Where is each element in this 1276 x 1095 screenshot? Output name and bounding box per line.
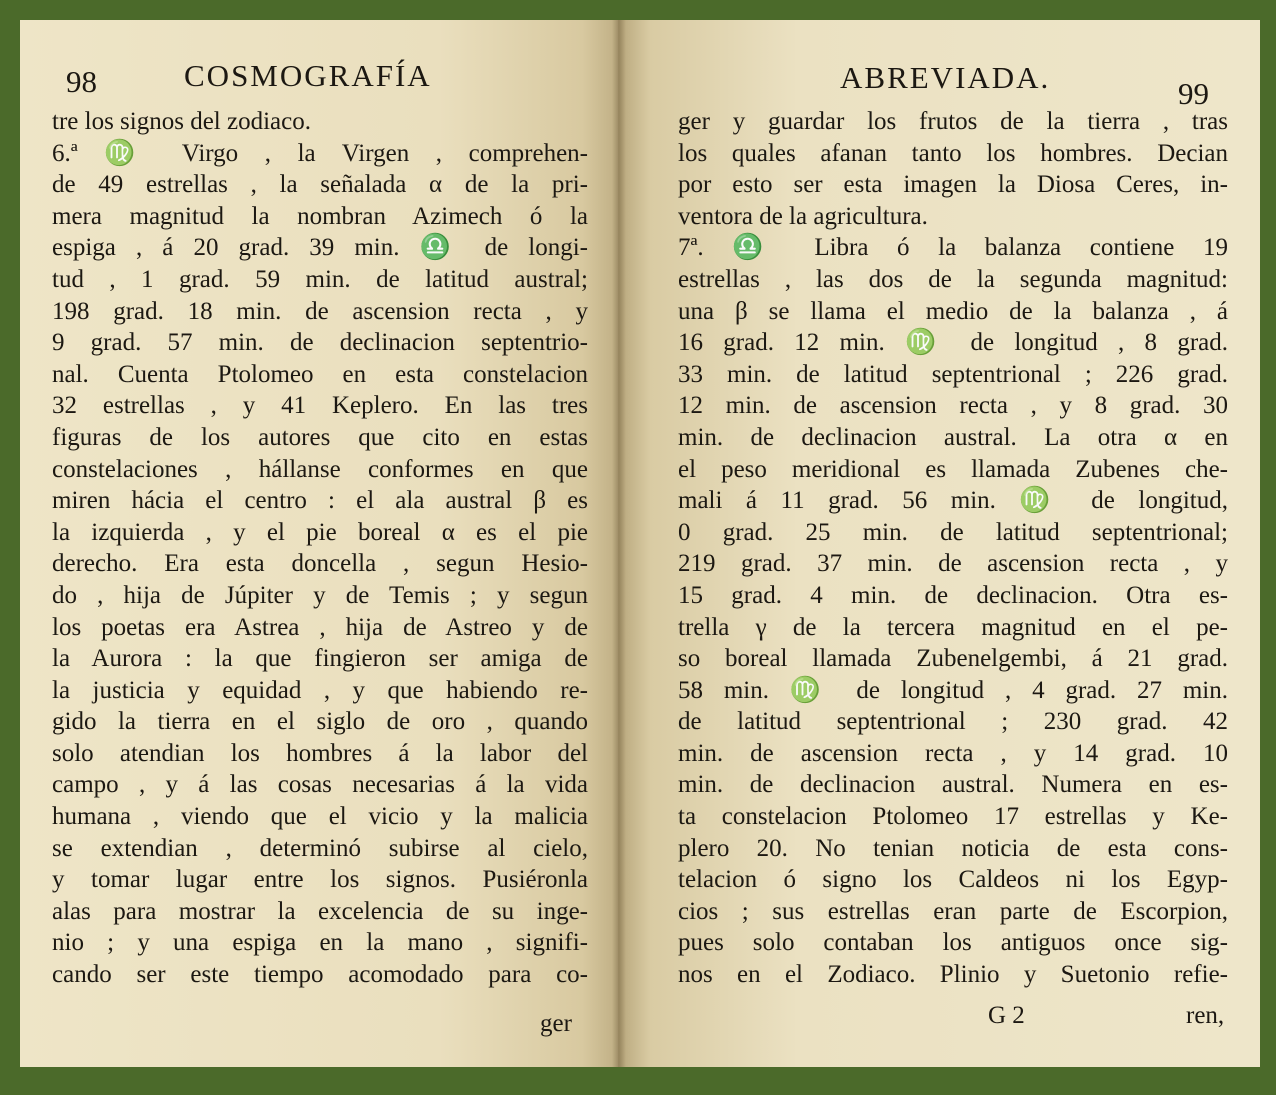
text-line: cando ser este tiempo acomodado para co-: [52, 961, 588, 989]
text-line: constelaciones , hállanse conformes en que: [52, 455, 588, 483]
left-page: [20, 20, 618, 1067]
book-gutter-shadow: [612, 20, 626, 1067]
text-line: 219 grad. 37 min. de ascension recta , y: [678, 550, 1228, 578]
right-running-head: ABREVIADA.: [840, 60, 1051, 95]
text-line: 58 min. ♍ de longitud , 4 grad. 27 min.: [678, 676, 1228, 704]
text-line: 33 min. de latitud septentrional ; 226 grad.: [678, 360, 1228, 388]
text-line: 198 grad. 18 min. de ascension recta , y: [52, 297, 588, 325]
text-line: ventora de la agricultura.: [678, 202, 928, 230]
text-line: 7ª. ♎ Libra ó la balanza contiene 19: [678, 234, 1228, 262]
text-line: 32 estrellas , y 41 Keplero. En las tres: [52, 392, 588, 420]
text-line: la justicia y equidad , y que habiendo re-: [52, 676, 588, 704]
text-line: min. de declinacion austral. La otra α en: [678, 423, 1228, 451]
text-line: la izquierda , y el pie boreal α es el pie: [52, 518, 588, 546]
text-line: campo , y á las cosas necesarias á la vida: [52, 771, 588, 799]
text-line: 6.ª ♍ Virgo , la Virgen , comprehen-: [52, 139, 588, 167]
book-spread: [20, 20, 1260, 1067]
right-page: [618, 20, 1260, 1067]
text-line: tud , 1 grad. 59 min. de latitud austral;: [52, 265, 588, 293]
text-line: se extendian , determinó subirse al cielo,: [52, 834, 588, 862]
text-line: 12 min. de ascension recta , y 8 grad. 30: [678, 392, 1228, 420]
text-line: nos en el Zodiaco. Plinio y Suetonio refie-: [678, 961, 1228, 989]
text-line: cios ; sus estrellas eran parte de Escorpion,: [678, 897, 1228, 925]
right-signature-mark: G 2: [988, 1002, 1025, 1029]
left-running-head: COSMOGRAFÍA: [184, 58, 432, 93]
text-line: solo atendian los hombres á la labor del: [52, 739, 588, 767]
text-line: plero 20. No tenian noticia de esta cons-: [678, 834, 1228, 862]
text-line: de 49 estrellas , la señalada α de la pri-: [52, 171, 588, 199]
text-line: gido la tierra en el siglo de oro , quando: [52, 708, 588, 736]
text-line: trella γ de la tercera magnitud en el pe-: [678, 613, 1228, 641]
text-line: espiga , á 20 grad. 39 min. ♎ de longi-: [52, 234, 588, 262]
text-line: de latitud septentrional ; 230 grad. 42: [678, 708, 1228, 736]
text-line: min. de ascension recta , y 14 grad. 10: [678, 739, 1228, 767]
text-line: derecho. Era esta doncella , segun Hesio-: [52, 550, 588, 578]
text-line: la Aurora : la que fingieron ser amiga de: [52, 645, 588, 673]
text-line: mali á 11 grad. 56 min. ♍ de longitud,: [678, 487, 1228, 515]
left-page-number: 98: [66, 64, 97, 99]
text-line: figuras de los autores que cito en estas: [52, 423, 588, 451]
text-line: telacion ó signo los Caldeos ni los Egyp-: [678, 866, 1228, 894]
text-line: do , hija de Júpiter y de Temis ; y segun: [52, 581, 588, 609]
text-line: mera magnitud la nombran Azimech ó la: [52, 202, 588, 230]
text-line: pues solo contaban los antiguos once sig-: [678, 929, 1228, 957]
text-line: 15 grad. 4 min. de declinacion. Otra es-: [678, 581, 1228, 609]
text-line: una β se llama el medio de la balanza , á: [678, 297, 1228, 325]
right-text-block: [678, 106, 1228, 991]
text-line: 16 grad. 12 min. ♍ de longitud , 8 grad.: [678, 329, 1228, 357]
text-line: 9 grad. 57 min. de declinacion septentrio-: [52, 329, 588, 357]
text-line: nio ; y una espiga en la mano , signifi-: [52, 929, 588, 957]
left-text-block: [52, 106, 588, 991]
text-line: alas para mostrar la excelencia de su inge-: [52, 897, 588, 925]
text-line: por esto ser esta imagen la Diosa Ceres, in-: [678, 171, 1228, 199]
text-line: nal. Cuenta Ptolomeo en esta constelacion: [52, 360, 588, 388]
text-line: estrellas , las dos de la segunda magnitud:: [678, 265, 1228, 293]
text-line: ger y guardar los frutos de la tierra , tras: [678, 108, 1228, 135]
text-line: so boreal llamada Zubenelgembi, á 21 grad.: [678, 645, 1228, 673]
text-line: los poetas era Astrea , hija de Astreo y de: [52, 613, 588, 641]
left-catchword: ger: [540, 1010, 572, 1037]
text-line: tre los signos del zodiaco.: [52, 108, 311, 135]
right-catchword: ren,: [1186, 1002, 1225, 1029]
text-line: los quales afanan tanto los hombres. Decian: [678, 139, 1228, 167]
text-line: miren hácia el centro : el ala austral β es: [52, 487, 588, 515]
text-line: y tomar lugar entre los signos. Pusiéronla: [52, 866, 588, 894]
text-line: humana , viendo que el vicio y la malicia: [52, 803, 588, 831]
right-page-number: 99: [1178, 76, 1209, 111]
text-line: el peso meridional es llamada Zubenes che-: [678, 455, 1228, 483]
text-line: 0 grad. 25 min. de latitud septentrional;: [678, 518, 1228, 546]
text-line: min. de declinacion austral. Numera en es-: [678, 771, 1228, 799]
text-line: ta constelacion Ptolomeo 17 estrellas y Ke-: [678, 803, 1228, 831]
